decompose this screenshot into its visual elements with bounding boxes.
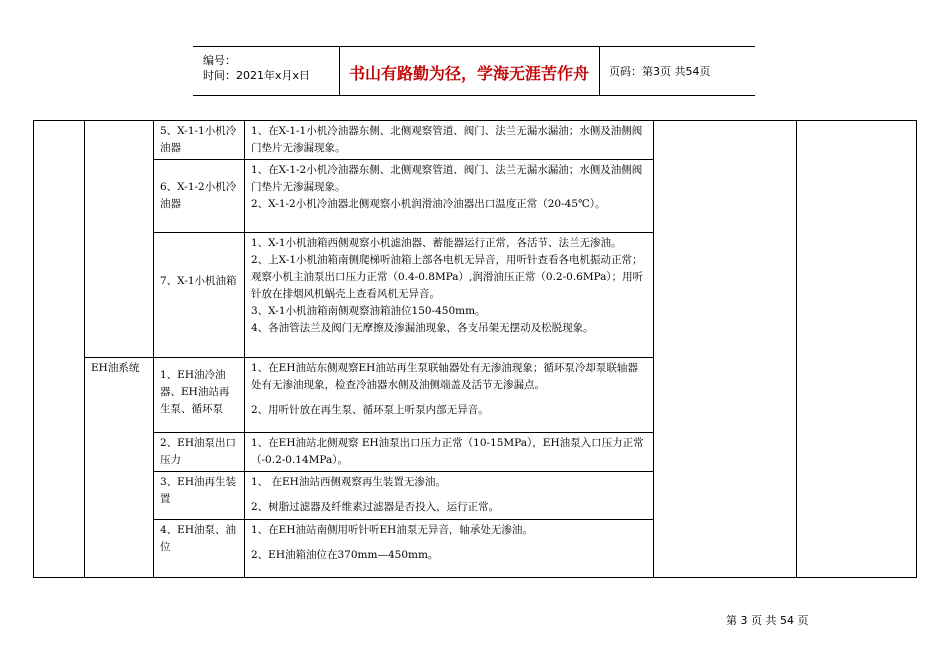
content-line: 1、在X-1-1小机冷油器东侧、北侧观察管道、阀门、法兰无漏水漏油；水侧及油侧阀门垫片无渗漏现象。 — [251, 125, 643, 154]
content-cell — [245, 233, 654, 358]
item-cell: 2、EH油泵出口压力 — [154, 433, 245, 472]
content-cell — [245, 160, 654, 233]
item-cell — [154, 358, 245, 433]
content-line: 1、 在EH油站西侧观察再生装置无渗油。 — [251, 476, 446, 488]
content-line: 2、X-1-2小机冷油器北侧观察小机润滑油冷油器出口温度正常（20-45℃）。 — [251, 198, 606, 210]
item-cell — [154, 160, 245, 233]
item-cell: 3、EH油再生装置 — [154, 472, 245, 520]
content-cell — [245, 358, 654, 433]
blank-cell — [797, 121, 917, 578]
number-label: 编号： — [203, 54, 236, 67]
item-label: 1、EH油冷油器、EH油站再生泵、循环泵 — [160, 369, 230, 415]
header-meta — [203, 53, 310, 83]
header-motto: 书山有路勤为径，学海无涯苦作舟 — [348, 64, 589, 83]
content-cell — [245, 433, 654, 472]
content-cell — [245, 472, 654, 520]
page-header — [193, 46, 755, 96]
content-line: 3、X-1小机油箱南侧观察油箱油位150-450mm。 — [251, 305, 486, 317]
blank-cell — [34, 121, 85, 578]
item-cell: 5、X-1-1小机冷油器 — [154, 121, 245, 160]
item-cell — [154, 233, 245, 358]
content-line: 1、X-1小机油箱西侧观察小机滤油器、蓄能器运行正常，各活节、法兰无渗油。 — [251, 237, 622, 249]
content-line: 1、在EH油站南侧用听针听EH油泵无异音，轴承处无渗油。 — [251, 524, 533, 536]
time-label: 时间：2021年x月x日 — [203, 69, 311, 82]
blank-cell — [85, 121, 154, 358]
page-footer: 第 3 页 共 54 页 — [726, 614, 809, 627]
content-cell — [245, 520, 654, 578]
content-line: 1、在EH油站东侧观察EH油站再生泵联轴器处有无渗油现象；循环泵冷却泵联轴器处有无渗油现象，检查冷油器水侧及油侧端盖及活节无渗漏点。 — [251, 362, 638, 391]
content-line: 4、各油管法兰及阀门无摩擦及渗漏油现象，各支吊架无摆动及松脱现象。 — [251, 322, 594, 334]
content-line: 1、在EH油站北侧观察 EH油泵出口压力正常（10-15MPa），EH油泵入口压力正常（-0.2-0.14MPa）。 — [251, 437, 644, 466]
item-label: 7、X-1小机油箱 — [160, 275, 237, 287]
item-cell: 4、EH油泵、油位 — [154, 520, 245, 578]
table-row — [34, 121, 917, 160]
content-line: 2、用听针放在再生泵、循环泵上听泵内部无异音。 — [251, 404, 489, 416]
content-line: 2、EH油箱油位在370mm—450mm。 — [251, 549, 439, 561]
content-line: 2、上X-1小机油箱南侧爬梯听油箱上部各电机无异音，用听针查看各电机振动正常；观察小机主油泵出口压力正常（0.4-0.8MPa）,润滑油压正常（0.2-0.6MPa）；用听针放在排烟风机蜗壳上查看风机无异音。 — [251, 254, 644, 300]
content-cell — [245, 121, 654, 160]
blank-cell — [654, 121, 797, 578]
page-code: 页码：第3页 共54页 — [609, 65, 711, 78]
system-cell: EH油系统 — [85, 358, 154, 578]
content-line: 2、树脂过滤器及纤维素过滤器是否投入，运行正常。 — [251, 501, 500, 513]
item-label: 6、X-1-2小机冷油器 — [160, 181, 237, 210]
header-divider — [599, 47, 600, 95]
inspection-table — [33, 120, 917, 578]
content-line: 1、在X-1-2小机冷油器东侧、北侧观察管道、阀门、法兰无漏水漏油；水侧及油侧阀门垫片无渗漏现象。 — [251, 164, 643, 193]
